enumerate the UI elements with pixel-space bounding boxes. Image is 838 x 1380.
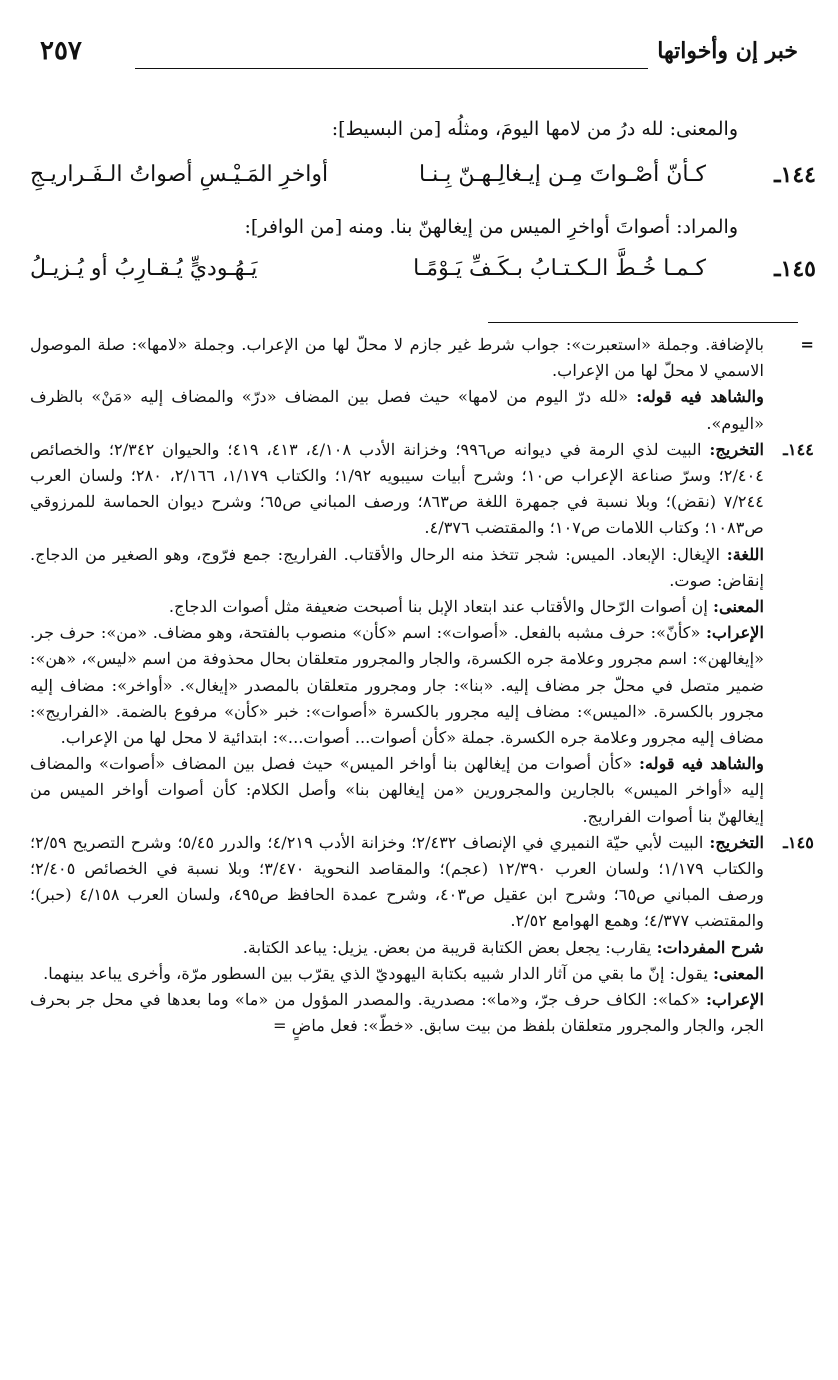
verse-second-hemistich: أواخرِ المَـيْـسِ أصواتُ الـفَـراريـجِ xyxy=(30,162,329,187)
footnote-paragraph xyxy=(30,332,764,384)
footnote-paragraph xyxy=(30,935,764,961)
footnote-number: = xyxy=(800,335,814,354)
footnote-text: يقارب: يجعل بعض الكتابة قريبة من بعض. يزيل: يباعد الكتابة. xyxy=(242,937,652,957)
footnote-label: المعنى: xyxy=(713,963,764,983)
verse-145 xyxy=(30,256,816,296)
footnotes xyxy=(30,332,814,1039)
footnote-label: المعنى: xyxy=(713,597,764,617)
footnote-text: إن أصوات الرّحال والأقتاب عند ابتعاد الإبل بنا أصبحت ضعيفة مثل أصوات الدجاج. xyxy=(168,597,708,617)
verse-first-hemistich: كـمـا خُـطَّ الـكـتـابُ بـكَـفِّ يَـوْمًـا xyxy=(413,256,706,281)
footnote-text: البيت لأبي حيّة النميري في الإنصاف ٢/٤٣٢؛ وخزانة الأدب ٤/٢١٩؛ والدرر ٥/٤٥؛ وشرح التصريح ٢/٥٩؛ والكتاب ١/١٧٩؛ ولسان العرب ١٢/٣٩٠ (عجم)؛ والمقاصد النحوية ٣/٤٧٠؛ وبلا نسبة في الخصائص ٢/٤٠٥؛ ورصف المباني ص٦٥؛ وشرح ابن عقيل ص٤٠٣، وشرح عمدة الحافظ ص٤٩٥، ولسان العرب ٤/١٥٨ (حبر)؛ والمقتضب ٤/٣٧٧؛ وهمع الهوامع ٢/٥٢. xyxy=(30,832,764,931)
running-header xyxy=(40,38,798,74)
footnote-paragraph xyxy=(30,751,764,830)
footnote-text: «كأنّ»: حرف مشبه بالفعل. «أصوات»: اسم «كأن» منصوب بالفتحة، وهو مضاف. «من»: حرف جر. «إيغالهن»: اسم مجرور وعلامة جره الكسرة، والجار والمجرور متعلقان بحال محذوفة من اسم «ليس»، «هن»: ضمير متصل في محلّ جر مضاف إليه. «بنا»: جار ومجرور متعلقان بالمصدر «إيغال». «أواخر»: مضاف إليه مجرور بالكسرة. «الميس»: مضاف إليه مجرور بالكسرة «أصوات»: خبر «كأن» مرفوع بالضمة. «الفراريج»: مضاف إليه مجرور وعلامة جره الكسرة. جملة «كأن أصوات... أصوات...»: ابتدائية لا محل لها من الإعراب. xyxy=(30,623,764,748)
verse-number: ١٤٤ـ xyxy=(774,162,816,188)
footnote-text: «لله درّ اليوم من لامها» حيث فصل بين المضاف «درّ» والمضاف إليه «مَنْ» بالظرف «اليوم». xyxy=(30,387,764,433)
footnote-paragraph xyxy=(30,384,764,436)
footnote-text: «كما»: الكاف حرف جرّ، و«ما»: مصدرية. والمصدر المؤول من «ما» وما بعدها في محل جر بحرف الجر، والجار والمجرور متعلقان بلفظ من بيت سابق. «خطّ»: فعل ماضٍ = xyxy=(30,990,764,1036)
footnote-text: بالإضافة. وجملة «استعبرت»: جواب شرط غير جازم لا محلّ لها من الإعراب. وجملة «لامها»: صلة الموصول الاسمي لا محلّ لها من الإعراب. xyxy=(30,335,764,381)
page-number: ٢٥٧ xyxy=(40,36,82,66)
footnote-paragraph xyxy=(30,961,764,987)
footnote-label: اللغة: xyxy=(726,544,764,564)
footnote-paragraph xyxy=(30,542,764,594)
footnote-label: الإعراب: xyxy=(705,623,764,643)
verse-first-hemistich: كـأنّ أصْـواتَ مِـن إيـغالِـهـنّ بِـنـا xyxy=(419,162,706,187)
footnote-divider xyxy=(488,322,798,323)
footnote-text: «كأن أصوات من إيغالهن بنا أواخر الميس» حيث فصل بين المضاف «أصوات» والمضاف إليه «أواخر الميس» بالجارين والمجرورين «من إيغالهن بنا» وأصل الكلام: كأن أصوات أواخر الميس من إيغالهنّ بنا أصوات الفراريج. xyxy=(30,754,764,826)
footnote-label: الإعراب: xyxy=(705,990,764,1010)
footnote-number: ١٤٥ـ xyxy=(783,832,814,852)
footnote-text: يقول: إنّ ما بقي من آثار الدار شبيه بكتابة اليهوديّ الذي يقرّب بين السطور مرّة، وأخرى يباعد بينهما. xyxy=(43,963,708,983)
footnote-number: ١٤٤ـ xyxy=(783,439,814,459)
footnote-text: الإيغال: الإبعاد. الميس: شجر تتخذ منه الرحال والأقتاب. الفراريج: جمع فرّوج، وهو الصغير من الدجاج. إنقاض: صوت. xyxy=(30,544,764,590)
footnote-text: البيت لذي الرمة في ديوانه ص٩٩٦؛ وخزانة الأدب ٤/١٠٨، ٤١٣، ٤١٩؛ والحيوان ٢/٣٤٢؛ والخصائص ٢/٤٠٤؛ وسرّ صناعة الإعراب ص١٠؛ وشرح أبيات سيبويه ١/٩٢؛ والكتاب ١/١٧٩، ٢/١٦٦، ٢٨٠؛ ولسان العرب ٧/٢٤٤ (نقض)؛ وبلا نسبة في جمهرة اللغة ص٨٦٣؛ ورصف المباني ص٦٥؛ وشرح ديوان الحماسة للمرزوقي ص١٠٨٣؛ وكتاب اللامات ص١٠٧؛ والمقتضب ٤/٣٧٦. xyxy=(30,439,764,538)
footnote-paragraph xyxy=(30,830,764,935)
footnote-label: التخريج: xyxy=(709,832,764,852)
intro-text: والمعنى: لله درُ من لامها اليومَ، ومثلُه [من البسيط]: xyxy=(331,118,738,140)
verse-number: ١٤٥ـ xyxy=(774,256,816,282)
mid-text: والمراد: أصواتَ أواخرِ الميس من إيغالهنّ بنا. ومنه [من الوافر]: xyxy=(244,216,738,238)
footnote xyxy=(30,830,814,1040)
footnote-paragraph xyxy=(30,987,764,1039)
footnote-paragraph xyxy=(30,437,764,542)
verse-second-hemistich: يَـهُـوديٍّ يُـقـارِبُ أو يُـزيـلُ xyxy=(30,256,258,281)
footnote-label: والشاهد فيه قوله: xyxy=(636,387,764,407)
footnote-label: والشاهد فيه قوله: xyxy=(638,754,764,774)
footnote-label: التخريج: xyxy=(709,439,765,459)
footnote-paragraph xyxy=(30,620,764,751)
verse-144 xyxy=(30,162,816,202)
header-rule xyxy=(135,68,648,69)
footnote-paragraph xyxy=(30,594,764,620)
chapter-title: خبر إن وأخواتها xyxy=(657,38,798,64)
footnote-label: شرح المفردات: xyxy=(656,937,764,957)
footnote xyxy=(30,437,814,830)
footnote xyxy=(30,332,814,437)
